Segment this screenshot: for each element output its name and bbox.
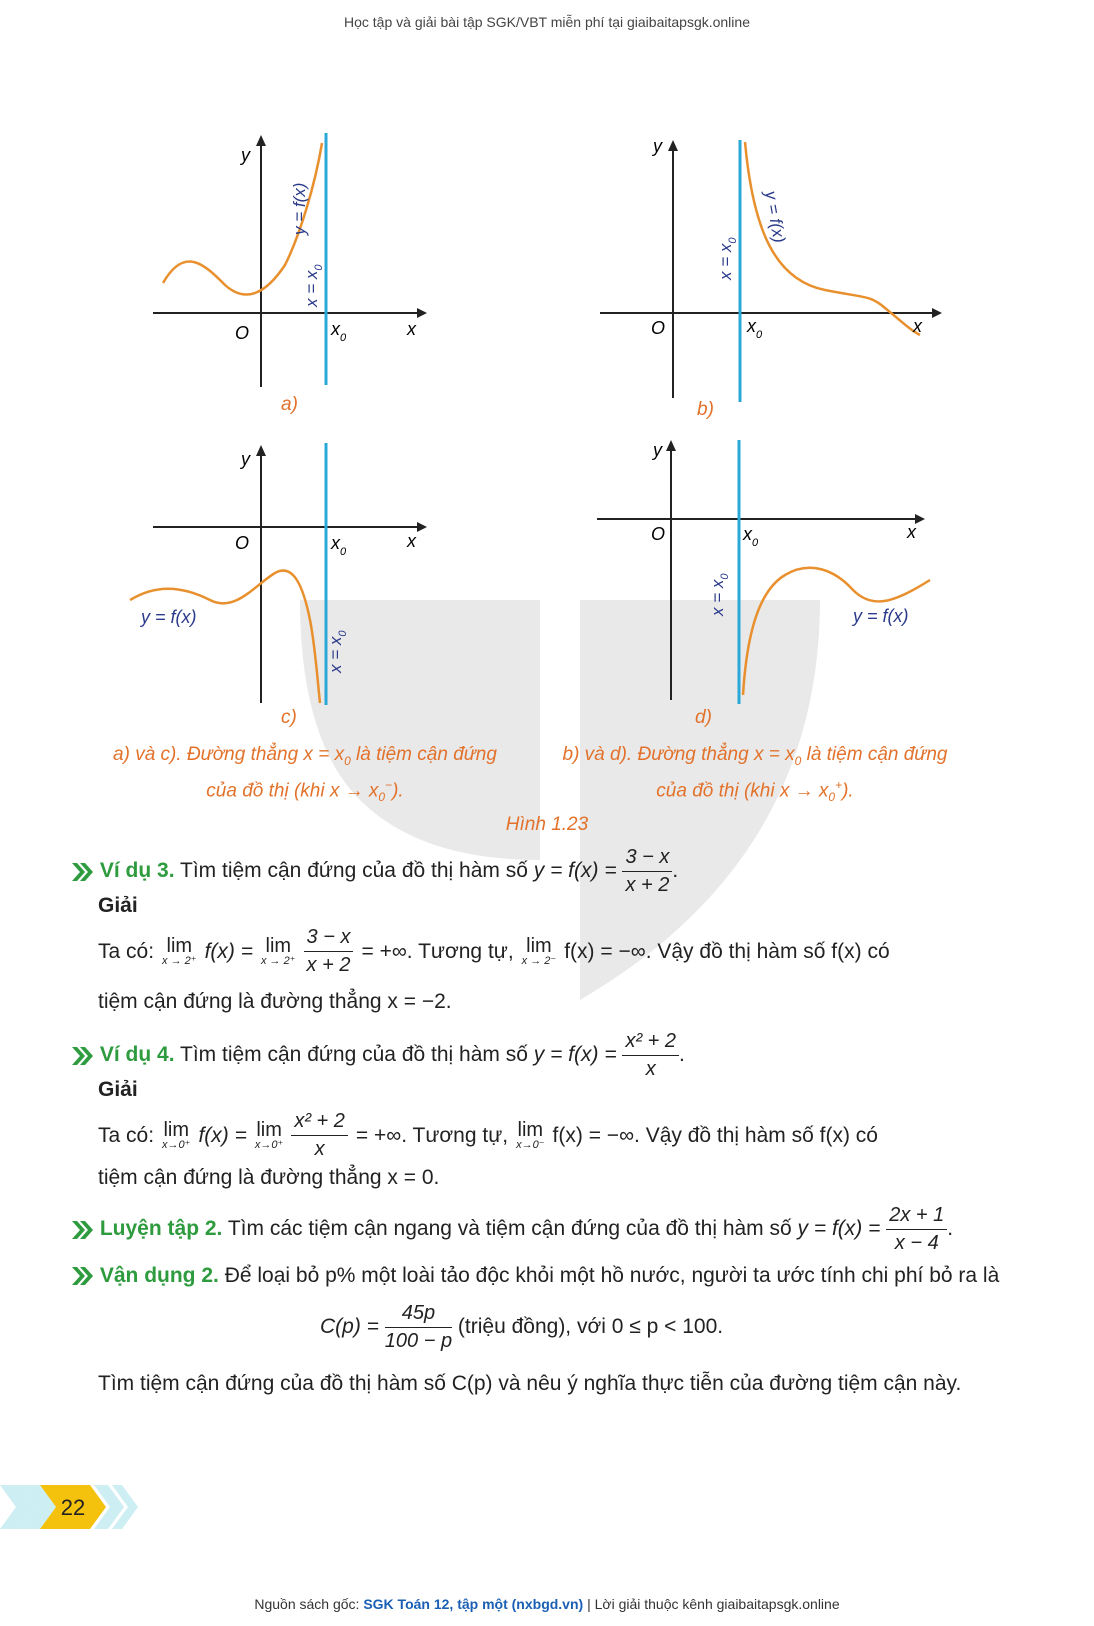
page-footer: Nguồn sách gốc: SGK Toán 12, tập một (nxbgd.vn) | Lời giải thuộc kênh giaibaitapsgk.online xyxy=(254,1596,840,1612)
origin-label: O xyxy=(235,323,250,343)
curve xyxy=(130,571,320,703)
example-4-fraction: $\frac{\text{x² + 2}}{x}$ xyxy=(622,1030,679,1081)
curve-label: y = f(x) xyxy=(761,189,789,245)
chevron-marker-icon xyxy=(72,1219,94,1241)
caption-left-line2: của đồ thị (khi $x \to x_0^-$). xyxy=(206,778,404,805)
example-4-text: Tìm tiệm cận đứng của đồ thị hàm số xyxy=(180,1043,528,1067)
y-label: y xyxy=(653,440,662,460)
y-label: y xyxy=(241,145,250,165)
chevron-marker-icon xyxy=(72,1265,94,1287)
page-number-badge xyxy=(0,1485,140,1529)
asymptote-label: $x = x_0$ xyxy=(708,573,731,616)
asymptote-label: $x = x_0$ xyxy=(716,237,739,280)
origin-label: O xyxy=(235,533,250,553)
practice-2-func: y = f(x) = xyxy=(797,1217,881,1241)
figure-b xyxy=(595,130,955,430)
figure-title: Hình 1.23 xyxy=(505,814,589,835)
caption-left-line1: a) và c). Đường thẳng $x = x_0$ là tiệm cận đứng xyxy=(113,744,497,768)
x-label: x xyxy=(913,316,922,336)
x-label: x xyxy=(407,319,416,339)
chevron-marker-icon xyxy=(72,1045,94,1067)
chevron-marker-icon xyxy=(72,861,94,883)
subfigure-label: d) xyxy=(695,707,712,728)
application-2-formula: C(p) = $\frac{45p}{100 - p}$ (triệu đồng), với 0 ≤ p < 100. xyxy=(320,1302,724,1352)
x0-label: $x_0$ xyxy=(331,533,347,558)
origin-label: O xyxy=(651,524,666,544)
curve-label: y = f(x) xyxy=(290,182,309,235)
y-label: y xyxy=(653,136,662,156)
source-book-link[interactable]: SGK Toán 12, tập một (nxbgd.vn) xyxy=(363,1596,584,1612)
x0-label: $x_0$ xyxy=(331,319,347,344)
example-3-solution-line1: Ta có: lim x → 2⁺ f(x) = lim x → 2⁺ $\frac{3 - x}{x + 2}$ = +∞. Tương tự, lim x → 2⁻ f(x) = −∞. Vậy đồ thị hàm số f(x) có xyxy=(98,926,890,976)
example-3-text: Tìm tiệm cận đứng của đồ thị hàm số xyxy=(180,859,528,883)
application-2-question: Tìm tiệm cận đứng của đồ thị hàm số C(p) và nêu ý nghĩa thực tiễn của đường tiệm cận này. xyxy=(98,1372,962,1395)
curve-label: y = f(x) xyxy=(141,607,197,627)
origin-label: O xyxy=(651,318,666,338)
practice-2-label: Luyện tập 2. xyxy=(99,1217,223,1241)
application-2-text: Để loại bỏ p% một loài tảo độc khỏi một hồ nước, người ta ước tính chi phí bỏ ra là xyxy=(224,1264,1000,1287)
x0-label: $x_0$ xyxy=(743,524,759,549)
example-3-solution-line2: tiệm cận đứng là đường thẳng x = −2. xyxy=(98,990,452,1013)
example-4-solution-line2: tiệm cận đứng là đường thẳng x = 0. xyxy=(98,1166,440,1189)
y-label: y xyxy=(241,449,250,469)
figure-d xyxy=(595,430,955,735)
asymptote-label: $x = x_0$ xyxy=(302,264,325,307)
example-4-func: y = f(x) = xyxy=(533,1043,617,1067)
caption-right-line2: của đồ thị (khi $x \to x_0^+$). xyxy=(656,778,854,805)
page-header: Học tập và giải bài tập SGK/VBT miễn phí tại giaibaitapsgk.online xyxy=(344,14,750,30)
subfigure-label: a) xyxy=(281,394,298,415)
x-label: x xyxy=(907,522,916,542)
example-4-solution-heading: Giải xyxy=(98,1078,138,1101)
figure-c xyxy=(125,435,435,735)
application-2 xyxy=(72,1264,1000,1288)
example-4-label: Ví dụ 4. xyxy=(99,1043,175,1067)
practice-2-fraction: $\frac{2x + 1}{x - 4}$ xyxy=(886,1204,947,1255)
subfigure-label: c) xyxy=(281,707,297,728)
example-3-heading: Ví dụ 3. Tìm tiệm cận đứng của đồ thị hàm số y = f(x) = $\frac{3 - x}{x + 2}$ . xyxy=(72,846,972,897)
caption-right-line1: b) và d). Đường thẳng $x = x_0$ là tiệm cận đứng xyxy=(562,744,948,768)
x0-label: $x_0$ xyxy=(747,316,763,341)
practice-2: Luyện tập 2. Tìm các tiệm cận ngang và tiệm cận đứng của đồ thị hàm số y = f(x) = $\frac{2x + 1}{x - 4}$ . xyxy=(72,1204,972,1255)
curve-label: y = f(x) xyxy=(853,606,909,626)
example-4-solution-line1: Ta có: lim x→0⁺ f(x) = lim x→0⁺ $\frac{\text{x² + 2}}{x}$ = +∞. Tương tự, lim x→0⁻ f(x) = −∞. Vậy đồ thị hàm số f(x) có xyxy=(98,1110,878,1160)
asymptote-label: $x = x_0$ xyxy=(326,630,349,673)
subfigure-label: b) xyxy=(697,399,714,420)
curve xyxy=(743,568,930,695)
example-3-fraction: $\frac{3 - x}{x + 2}$ xyxy=(622,846,672,897)
example-3-solution-heading: Giải xyxy=(98,894,138,917)
example-4-heading: Ví dụ 4. Tìm tiệm cận đứng của đồ thị hàm số y = f(x) = $\frac{\text{x² + 2}}{x}$ . xyxy=(72,1030,972,1081)
figure-a xyxy=(145,125,435,425)
x-label: x xyxy=(407,531,416,551)
page-number: 22 xyxy=(60,1495,86,1520)
example-3-func: y = f(x) = xyxy=(533,859,617,883)
practice-2-text: Tìm các tiệm cận ngang và tiệm cận đứng của đồ thị hàm số xyxy=(227,1217,792,1241)
application-2-label: Vận dụng 2. xyxy=(99,1264,219,1287)
example-3-label: Ví dụ 3. xyxy=(99,859,175,883)
